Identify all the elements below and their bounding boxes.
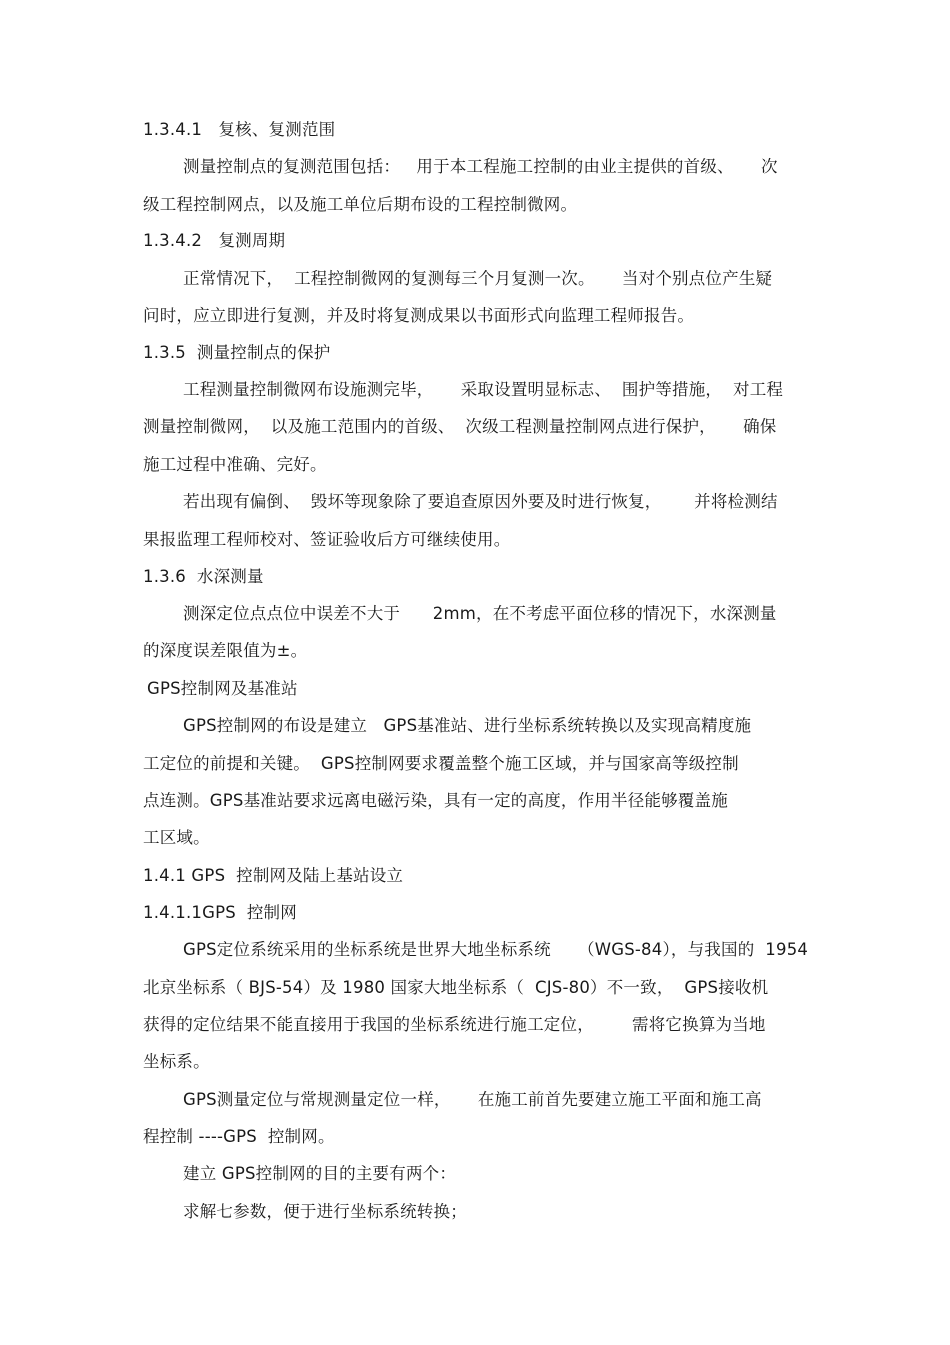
- paragraph-line: 的深度误差限值为±。: [143, 641, 308, 660]
- paragraph-line: 建立 GPS控制网的目的主要有两个：: [183, 1164, 457, 1183]
- paragraph-line: 级工程控制网点，以及施工单位后期布设的工程控制微网。: [143, 195, 578, 214]
- section-heading-gps: GPS控制网及基准站: [147, 679, 298, 698]
- paragraph-line: GPS测量定位与常规测量定位一样， 在施工前首先要建立施工平面和施工高: [183, 1090, 762, 1109]
- paragraph-line: 工定位的前提和关键。 GPS控制网要求覆盖整个施工区域，并与国家高等级控制: [143, 754, 739, 773]
- paragraph-line: 果报监理工程师校对、签证验收后方可继续使用。: [143, 530, 511, 549]
- paragraph-line: 测深定位点点位中误差不大于 2mm，在不考虑平面位移的情况下，水深测量: [183, 604, 777, 623]
- paragraph-line: 求解七参数，便于进行坐标系统转换；: [183, 1202, 467, 1221]
- paragraph-line: 获得的定位结果不能直接用于我国的坐标系统进行施工定位， 需将它换算为当地: [143, 1015, 766, 1034]
- paragraph-line: 测量控制点的复测范围包括： 用于本工程施工控制的由业主提供的首级、 次: [183, 157, 778, 176]
- paragraph-line: 北京坐标系（ BJS-54）及 1980 国家大地坐标系（ CJS-80）不一致， GPS接收机: [143, 978, 769, 997]
- paragraph-line: 坐标系。: [143, 1052, 210, 1071]
- paragraph-line: 测量控制微网， 以及施工范围内的首级、 次级工程测量控制网点进行保护， 确保: [143, 417, 777, 436]
- paragraph-line: GPS控制网的布设是建立 GPS基准站、进行坐标系统转换以及实现高精度施: [183, 716, 752, 735]
- section-heading-1-4-1: 1.4.1 GPS 控制网及陆上基站设立: [143, 866, 404, 885]
- paragraph-line: 程控制 ----GPS 控制网。: [143, 1127, 335, 1146]
- paragraph-line: 若出现有偏倒、 毁坏等现象除了要追查原因外要及时进行恢复， 并将检测结: [183, 492, 778, 511]
- paragraph-line: 工程测量控制微网布设施测完毕， 采取设置明显标志、 围护等措施， 对工程: [183, 380, 784, 399]
- section-heading-1-3-5: 1.3.5 测量控制点的保护: [143, 343, 331, 362]
- paragraph-line: 问时，应立即进行复测，并及时将复测成果以书面形式向监理工程师报告。: [143, 306, 695, 325]
- paragraph-line: 点连测。GPS基准站要求远离电磁污染，具有一定的高度，作用半径能够覆盖施: [143, 791, 728, 810]
- section-heading-1-3-4-2: 1.3.4.2 复测周期: [143, 231, 286, 250]
- paragraph-line: 工区域。: [143, 828, 210, 847]
- section-heading-1-3-4-1: 1.3.4.1 复核、复测范围: [143, 120, 336, 139]
- section-heading-1-4-1-1: 1.4.1.1GPS 控制网: [143, 903, 297, 922]
- paragraph-line: GPS定位系统采用的坐标系统是世界大地坐标系统 （WGS-84），与我国的 1954: [183, 940, 809, 959]
- paragraph-line: 正常情况下， 工程控制微网的复测每三个月复测一次。 当对个别点位产生疑: [183, 269, 773, 288]
- section-heading-1-3-6: 1.3.6 水深测量: [143, 567, 264, 586]
- paragraph-line: 施工过程中准确、完好。: [143, 455, 327, 474]
